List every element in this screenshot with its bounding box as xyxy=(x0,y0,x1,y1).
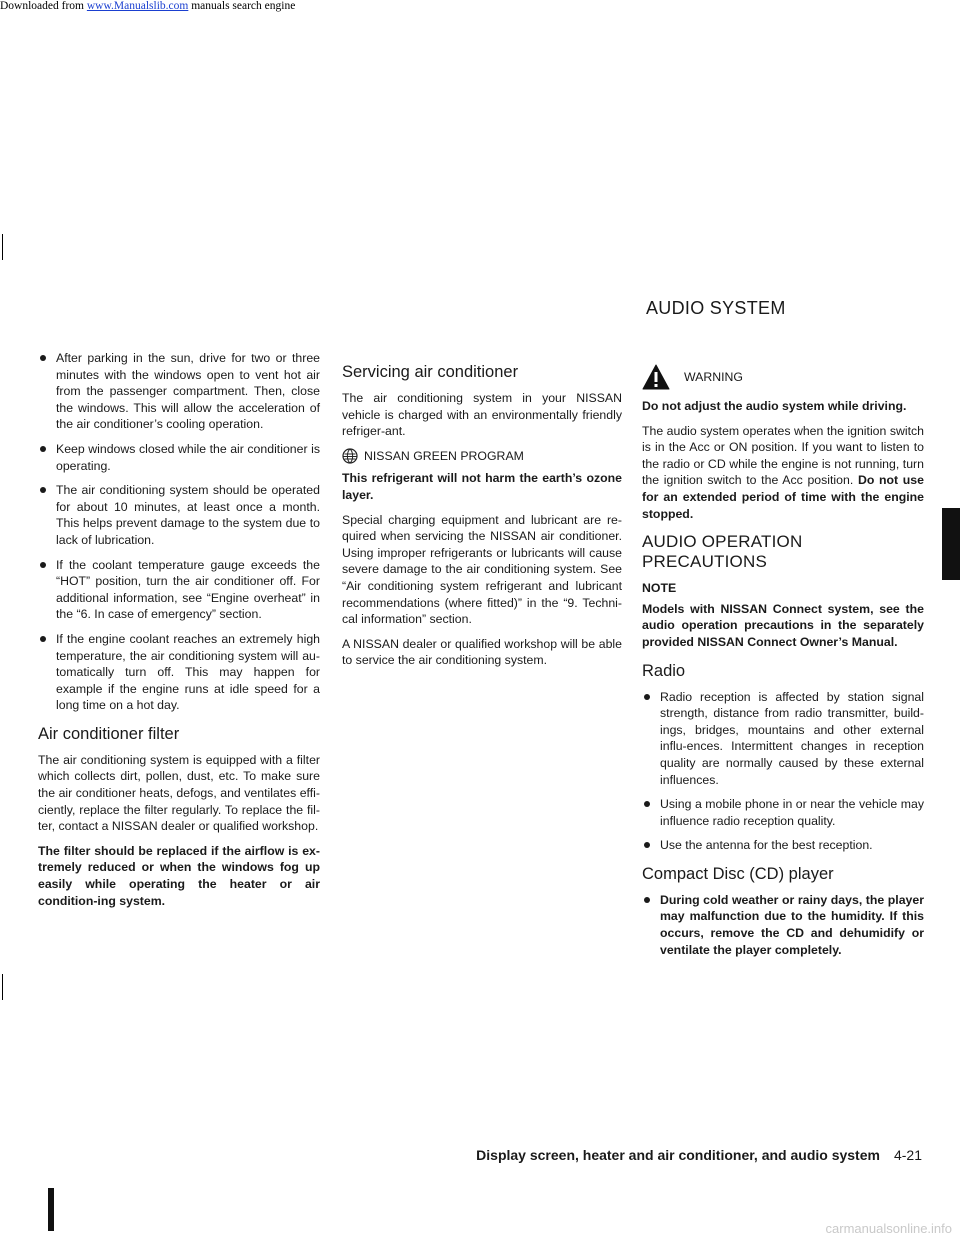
bullet-icon xyxy=(644,801,650,807)
warning-text: Do not adjust the audio system while driving. xyxy=(642,399,907,413)
bullet-icon xyxy=(40,562,46,568)
middle-column xyxy=(342,362,622,677)
list-item: If the engine coolant reaches an extremely high temperature, the air conditioning system will au-tomatically turn off. This may happen for example if the engine runs at idle speed for a long time on a hot day. xyxy=(38,631,320,714)
download-header: Downloaded from www.Manualslib.com manuals search engine xyxy=(0,0,296,12)
crop-mark xyxy=(2,234,3,260)
warning-row xyxy=(642,364,924,390)
list-item: Radio reception is affected by station signal strength, distance from radio transmitter, build-ings, bridges, mountains and other external influ-ences. Intermittent changes in reception quality are normally caused by these external influences. xyxy=(642,689,924,789)
special-equipment-text: Special charging equipment and lubricant are re-quired when servicing the NISSAN air conditioner. Using improper refrigerants or lubricants will cause severe damage to the air conditioning system. See “Air conditioning system refrigerant and lubricant recommendations (where fitted)” in the “9. Techni-cal information” section. xyxy=(342,512,622,627)
servicing-heading: Servicing air conditioner xyxy=(342,363,519,381)
footer-title: Display screen, heater and air conditioner, and audio system xyxy=(476,1147,880,1163)
ozone-text: This refrigerant will not harm the earth’s ozone layer. xyxy=(342,471,622,502)
list-item: After parking in the sun, drive for two or three minutes with the windows open to vent hot air from the passenger compartment. Then, close the windows. This will allow the acceleration of the air conditioner’s cooling operation. xyxy=(38,350,320,433)
list-item: If the coolant temperature gauge exceeds the “HOT” position, turn the air conditioner off. For additional information, see “Engine overheat” in the “6. In case of emergency” section. xyxy=(38,557,320,623)
cd-list xyxy=(642,892,924,958)
note-label: NOTE xyxy=(642,581,677,596)
warning-label: WARNING xyxy=(684,369,743,384)
bullet-icon xyxy=(644,842,650,848)
list-item: The air conditioning system should be operated for about 10 minutes, at least once a month. This helps prevent damage to the system due to lack of lubrication. xyxy=(38,482,320,548)
bullet-icon xyxy=(40,487,46,493)
manualslib-link[interactable]: www.Manualslib.com xyxy=(86,0,189,12)
filter-text: The air conditioning system is equipped with a filter which collects dirt, pollen, dust, etc. To make sure the air conditioner heats, defogs, and ventilates effi-ciently, replace the filter regularly. To replace the fil-ter, contact a NISSAN dealer or qualified workshop. xyxy=(38,752,320,834)
page-number: 4-21 xyxy=(893,1147,922,1163)
bullet-icon xyxy=(40,355,46,361)
note-text: Models with NISSAN Connect system, see the audio operation precautions in the separately provided NISSAN Connect Owner’s Manual. xyxy=(642,601,924,649)
bullet-icon xyxy=(40,446,46,452)
section-title: AUDIO SYSTEM xyxy=(646,298,786,318)
list-item: Keep windows closed while the air conditioner is operating. xyxy=(38,441,320,474)
right-column xyxy=(642,364,924,966)
left-column xyxy=(38,350,320,917)
precautions-heading: AUDIO OPERATION PRECAUTIONS xyxy=(642,532,803,572)
radio-heading: Radio xyxy=(642,661,686,680)
green-program-label: NISSAN GREEN PROGRAM xyxy=(364,448,524,463)
chapter-tab xyxy=(942,508,960,580)
green-program-row xyxy=(342,448,622,465)
servicing-intro: The air conditioning system in your NISSAN vehicle is charged with an environmentally friendly refriger-ant. xyxy=(342,391,622,439)
bullet-icon xyxy=(644,694,650,700)
crop-mark xyxy=(2,974,3,1000)
tips-list xyxy=(38,350,320,714)
radio-list xyxy=(642,689,924,854)
ignition-paragraph: The audio system operates when the ignition switch is in the Acc or ON position. If you want to listen to the radio or CD while the engine is not running, turn the ignition switch to the Acc position. Do not use for an extended period of time with the engine stopped. xyxy=(642,423,924,521)
list-item: During cold weather or rainy days, the player may malfunction due to the humidity. If this occurs, remove the CD and dehumidify or ventilate the player completely. xyxy=(642,892,924,958)
edge-bar xyxy=(48,1188,54,1231)
bullet-icon xyxy=(40,636,46,642)
dealer-text: A NISSAN dealer or qualified workshop will be able to service the air conditioning system. xyxy=(342,636,622,668)
green-program-icon xyxy=(342,448,358,464)
filter-bold-text: The filter should be replaced if the airflow is ex-tremely reduced or when the windows fog up easily while operating the heater or air condition-ing system. xyxy=(38,843,320,908)
filter-heading: Air conditioner filter xyxy=(38,724,180,743)
warning-icon xyxy=(642,364,670,390)
list-item: Using a mobile phone in or near the vehicle may influence radio reception quality. xyxy=(642,796,924,829)
cd-heading: Compact Disc (CD) player xyxy=(642,864,834,883)
bullet-icon xyxy=(644,897,650,903)
list-item: Use the antenna for the best reception. xyxy=(642,837,924,854)
page-footer xyxy=(476,1147,922,1163)
watermark-text: carmanualsonline.info xyxy=(825,1221,952,1236)
